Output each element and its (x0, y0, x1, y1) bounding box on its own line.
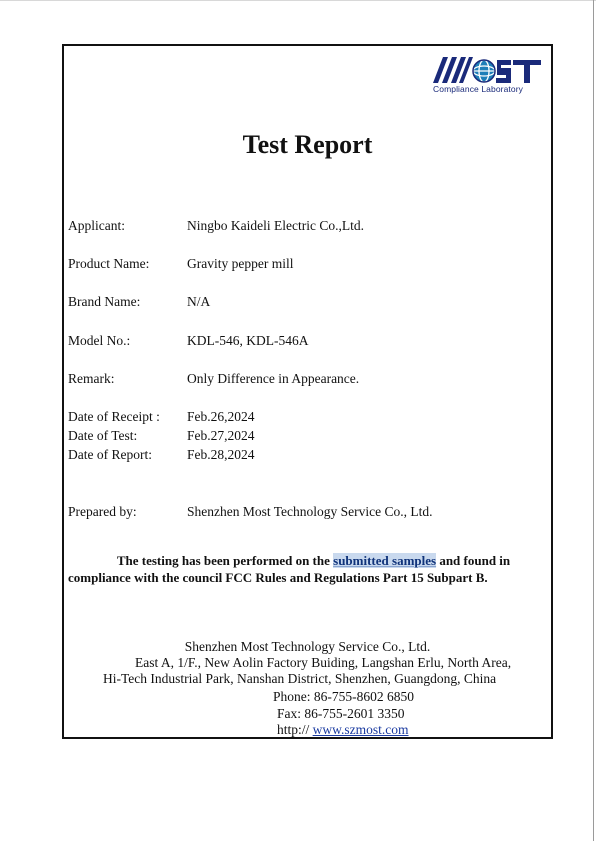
footer-phone: Phone: 86-755-8602 6850 (273, 689, 414, 704)
page-edge (0, 0, 596, 1)
remark-label: Remark: (68, 371, 115, 386)
url-prefix: http:// (277, 722, 313, 737)
page-title: Test Report (242, 130, 373, 159)
footer-address-line-2: Hi-Tech Industrial Park, Nanshan District, Shenzhen, Guangdong, China (103, 671, 497, 686)
statement-text: and found in (436, 553, 511, 568)
date-of-test-value: Feb.27,2024 (187, 428, 255, 443)
date-of-receipt-label: Date of Receipt : (68, 409, 160, 424)
brand-name-label: Brand Name: (68, 294, 141, 309)
date-of-report-value: Feb.28,2024 (187, 447, 255, 462)
page-edge (593, 0, 594, 841)
applicant-value: Ningbo Kaideli Electric Co.,Ltd. (187, 218, 364, 233)
compliance-statement (62, 552, 553, 586)
remark-value: Only Difference in Appearance. (187, 371, 360, 386)
applicant-label: Applicant: (68, 218, 125, 233)
prepared-by-value: Shenzhen Most Technology Service Co., Ltd. (187, 504, 433, 519)
prepared-by-label: Prepared by: (68, 504, 137, 519)
brand-name-value: N/A (187, 294, 211, 309)
statement-line-2: compliance with the council FCC Rules and Regulations Part 15 Subpart B. (68, 570, 488, 585)
date-of-report-label: Date of Report: (68, 447, 152, 462)
highlighted-phrase: submitted samples (333, 553, 437, 568)
statement-text: The testing has been performed on the (116, 553, 334, 568)
date-of-receipt-value: Feb.26,2024 (187, 409, 255, 424)
logo-subtitle: Compliance Laboratory (433, 84, 523, 94)
model-no-value: KDL-546, KDL-546A (187, 333, 309, 348)
footer-fax: Fax: 86-755-2601 3350 (277, 706, 405, 721)
footer-website (277, 722, 409, 738)
website-link[interactable]: www.szmost.com (312, 722, 409, 737)
footer-address-line-1: East A, 1/F., New Aolin Factory Buiding, Langshan Erlu, North Area, (135, 655, 512, 670)
product-name-label: Product Name: (68, 256, 150, 271)
date-of-test-label: Date of Test: (68, 428, 138, 443)
model-no-label: Model No.: (68, 333, 131, 348)
product-name-value: Gravity pepper mill (187, 256, 294, 271)
footer-company: Shenzhen Most Technology Service Co., Ltd. (184, 639, 431, 654)
statement-line-1 (62, 552, 553, 569)
